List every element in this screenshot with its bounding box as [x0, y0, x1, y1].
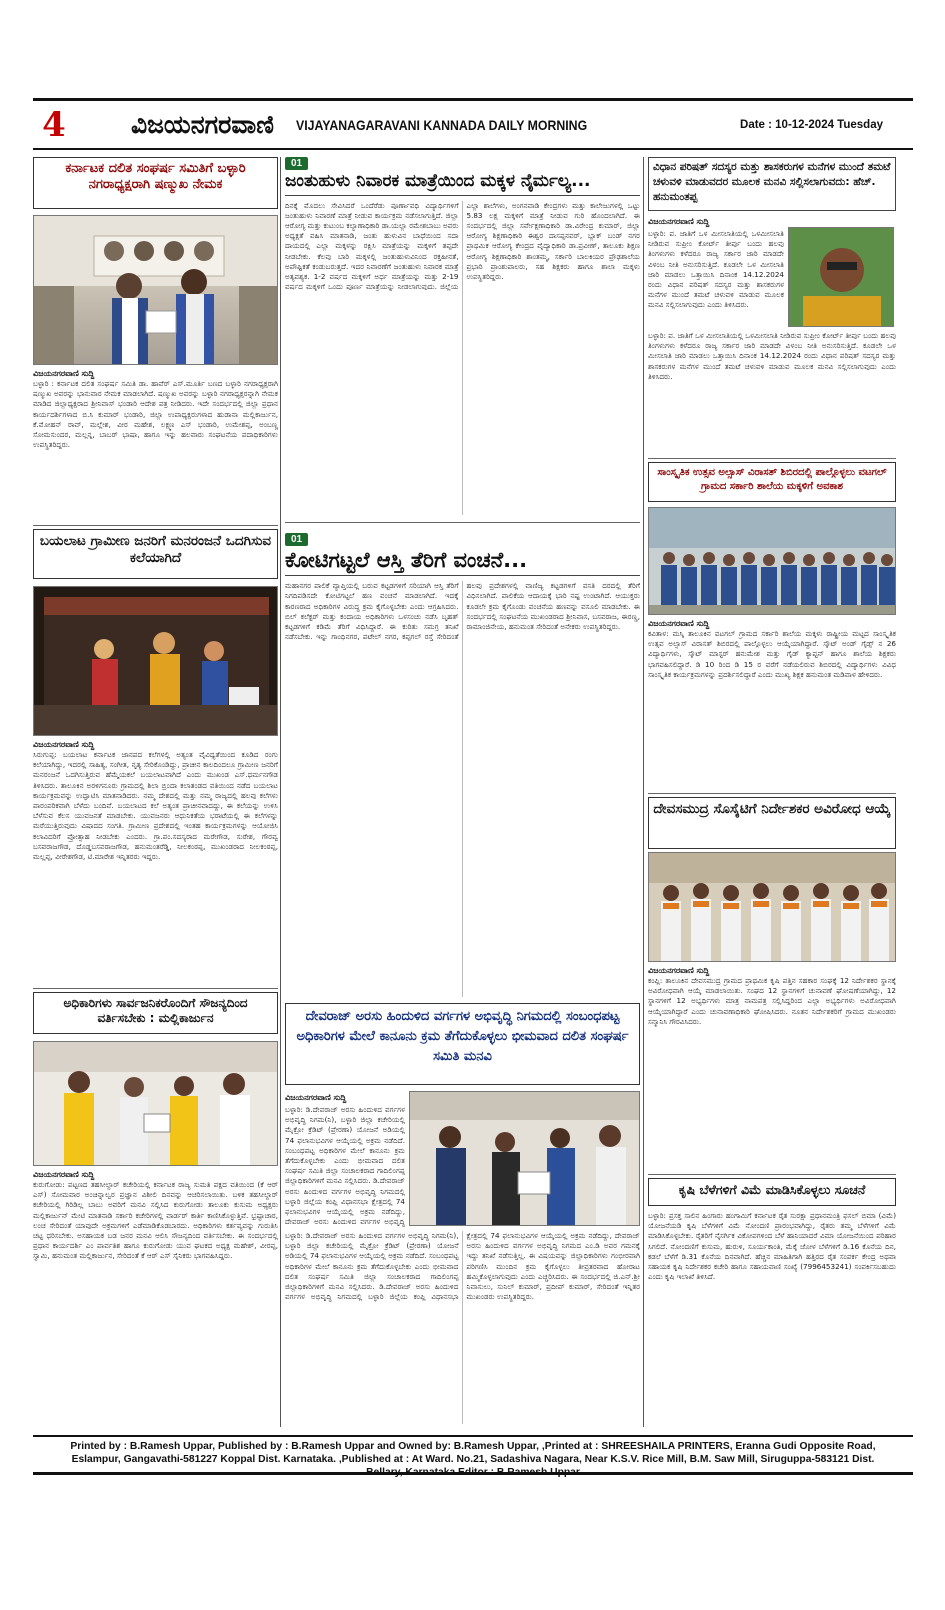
story-byline: ವಿಜಯನಗರವಾಣಿ ಸುದ್ದಿ	[648, 966, 710, 975]
story-byline: ವಿಜಯನಗರವಾಣಿ ಸುದ್ದಿ	[33, 369, 95, 378]
story-tamate-protest	[648, 157, 896, 453]
portrait-photo	[788, 227, 894, 327]
news-photo	[33, 1041, 278, 1166]
photo-memorandum	[34, 1042, 278, 1166]
photo-directors-group	[649, 853, 896, 962]
continuation-tag: 01	[285, 533, 308, 546]
print-line-3: Bellary, Karnataka Editor : B.Ramesh Uppar	[366, 1467, 580, 1478]
story-dalit-sangharsha	[33, 157, 278, 522]
news-photo	[648, 852, 896, 962]
story-headline: ಅಧಿಕಾರಿಗಳು ಸಾರ್ವಜನಿಕರೊಂದಿಗೆ ಸೌಜನ್ಯದಿಂದ ವರ್ತಿಸಬೇಕು : ಮಲ್ಲಿಕಾರ್ಜುನ	[33, 992, 278, 1034]
story-headline: ಕೋಟಿಗಟ್ಟಲೆ ಆಸ್ತಿ ತೆರಿಗೆ ವಂಚನೆ...	[285, 548, 640, 576]
page-number: 4	[37, 102, 71, 148]
story-byline: ವಿಜಯನಗರವಾಣಿ ಸುದ್ದಿ	[648, 217, 710, 226]
story-body: ಸಿರುಗುಪ್ಪ: ಬಯಲಾಟ ಕರ್ನಾಟಕ ಜಾನಪದ ಕಲೆಗಳಲ್ಲಿ ಅತ್ಯಂತ ವೈವಿಧ್ಯತೆಯಿಂದ ಕೂಡಿದ ರಂಗು ಕಲೆಯಾಗಿದ್ದು, ಇದರಲ್ಲಿ ಸಾಹಿತ್ಯ, ಸಂಗೀತ, ನೃತ್ಯ ಸೇರಿಕೊಂಡಿದ್ದು, ಪ್ರಾಚೀನ ಕಾಲದಿಂದಲೂ ಗ್ರಾಮೀಣ ಜನರಿಗೆ ಮನರಂಜನೆ ಒದಗಿಸುತ್ತಿರುವ ಹೆಮ್ಮೆಯಕಲೆ ಬಯಲಾಟವಾಗಿದೆ ಎಂದು ಮುಖಂಡ ಎಸ್.ಧರ್ಮನಗೌಡ ತಿಳಿಸಿದರು. ತಾಲೂಕಿನ ಅರಳಿಗನೂರು ಗ್ರಾಮದಲ್ಲಿ ಶಿಲಾ ಬ್ರಿಂದಾ ಕಲಾತಂಡದ ವತಿಯಿಂದ ನಡೆದ ಬಯಲಾಟ ಕಾರ್ಯಕ್ರಮವನ್ನು ಉದ್ಘಾಟಿಸಿ ಮಾತನಾಡಿದರು. ನಮ್ಮ ದೇಶದಲ್ಲಿ ಮತ್ತು ನಮ್ಮ ರಾಜ್ಯದಲ್ಲಿ ಹಲವು ಕಲೆಗಳು ಪಾರಂಪರಿಕವಾಗಿ ಬೆಳೆದು ಬಂದಿವೆ. ಬಯಲಾಟದ ಕಲೆ ಅತ್ಯಂತ ಪ್ರಾಚೀನವಾದದ್ದು, ಈ ಕಲೆಯನ್ನು ಉಳಿಸಿ ಬೆಳೆಸುವ ಕೆಲಸ ಯುವಜನತೆ ಮಾಡಬೇಕು. ಯುವಜನರು ಆಧುನಿಕತೆಯ ಭರಾಟೆಯಲ್ಲಿ ಈ ಕಲೆಗಳನ್ನು ಮರೆಯುತ್ತಿರುವುದು ವಿಷಾದದ ಸಂಗತಿ. ಗ್ರಾಮೀಣ ಪ್ರದೇಶದಲ್ಲಿ ಇಂತಹ ಕಾರ್ಯಕ್ರಮಗಳನ್ನು ಆಯೋಜಿಸಿ ಕಲಾವಿದರಿಗೆ ಪ್ರೋತ್ಸಾಹ ನೀಡಬೇಕು ಎಂದರು. ಗ್ರಾ.ಪಂ.ಸದಸ್ಯರಾದ ಮರೇಗೌಡ, ಸುರೇಶ, ಗೌರವ್ವ ಬಸವರಾಜಗೌಡ, ದೊಡ್ಡಬಸವರಾಜಗೌಡ, ಹನುಮಂತರೆಡ್ಡಿ, ನೀಲಕಂಠಪ್ಪ, ಮುಖಂಡರಾದ ನೀಲಕಂಠಪ್ಪ, ಮಲ್ಲಪ್ಪ, ವೀರೇಶಗೌಡ, ಟಿ.ಮಾರೇಶ ಇನ್ನಿತರರು ಇದ್ದರು.	[33, 750, 278, 862]
story-headline: ವಿಧಾನ ಪರಿಷತ್ ಸದಸ್ಯರ ಮತ್ತು ಶಾಸಕರುಗಳ ಮನೆಗಳ ಮುಂದೆ ತಮಟೆ ಚಳುವಳಿ ಮಾಡುವದರ ಮೂಲಕ ಮನವಿ ಸಲ್ಲಿಸಲಾಗುವದು: ಹೆಚ್. ಹನುಮಂತಪ್ಪ	[648, 157, 896, 211]
story-headline: ಕರ್ನಾಟಕ ದಲಿತ ಸಂಘರ್ಷ ಸಮಿತಿಗೆ ಬಳ್ಳಾರಿ ನಗರಾಧ್ಯಕ್ಷರಾಗಿ ಷಣ್ಮುಖ ನೇಮಕ	[33, 157, 278, 209]
portrait-hanumanthappa	[789, 228, 894, 327]
story-crop-insurance	[648, 1174, 896, 1428]
story-devraj-urs-corporation	[285, 1003, 640, 1428]
masthead	[33, 98, 913, 150]
story-body: ದಿನಕ್ಕೆ ಮೊದಲು ಸೇವಿಸಿದರೆ ಒಂದೆರೆಡು ಪೂರ್ಣಾವಧಿ ವಿದ್ಯಾರ್ಥಿಗಳಿಗೆ ಜಂತುಹುಳು ನಿವಾರಣೆ ಮಾತ್ರೆ ನೀಡುವ ಕಾರ್ಯಕ್ರಮ ನಡೆಸಲಾಗುತ್ತಿದೆ. ಜಿಲ್ಲಾ ಆರೋಗ್ಯ ಮತ್ತು ಕುಟುಂಬ ಕಲ್ಯಾಣಾಧಿಕಾರಿ ಡಾ.ಯಲ್ಲಾ ರಮೇಶಬಾಬು ಅವರು ಅಧ್ಯಕ್ಷತೆ ವಹಿಸಿ ಮಾತನಾಡಿ, ಜಂತು ಹುಳುವಿನ ಬಾಧೆಯಿಂದ ಸದಾ ದಾಯದಲ್ಲಿ ಎಲ್ಲಾ ಮಕ್ಕಳನ್ನು ರಕ್ಷಿಸಿ ಮಾತ್ರೆಯನ್ನು ಮಕ್ಕಳಿಗೆ ತಪ್ಪದೇ ನೀಡಬೇಕು. ಕೆಲವು ಬಾರಿ ಮಕ್ಕಳಲ್ಲಿ ಜಂತುಹುಳುವಿನಿಂದ ರಕ್ತಹೀನತೆ, ಅಪೌಷ್ಟಿಕತೆ ಕಂಡುಬರುತ್ತದೆ. ಇದರ ನಿವಾರಣೆಗೆ ಜಂತುಹುಳು ನಿವಾರಕ ಮಾತ್ರೆ ಅತ್ಯವಶ್ಯಕ. 1-2 ವರ್ಷದ ಮಕ್ಕಳಿಗೆ ಅರ್ಧ ಮಾತ್ರೆಯನ್ನು ಮತ್ತು 2-19 ವರ್ಷದ ಮಕ್ಕಳಿಗೆ ಒಂದು ಪೂರ್ಣ ಮಾತ್ರೆಯನ್ನು ನೀಡಲಾಗುವುದು. ಜಿಲ್ಲೆಯ ಎಲ್ಲಾ ಶಾಲೆಗಳು, ಅಂಗನವಾಡಿ ಕೇಂದ್ರಗಳು ಮತ್ತು ಕಾಲೇಜುಗಳಲ್ಲಿ ಒಟ್ಟು 5.83 ಲಕ್ಷ ಮಕ್ಕಳಿಗೆ ಮಾತ್ರೆ ನೀಡುವ ಗುರಿ ಹೊಂದಲಾಗಿದೆ. ಈ ಸಂದರ್ಭದಲ್ಲಿ ಜಿಲ್ಲಾ ಸರ್ವೇಕ್ಷಣಾಧಿಕಾರಿ ಡಾ.ವಿರೇಂದ್ರ ಕುಮಾರ್, ಜಿಲ್ಲಾ ಆರೋಗ್ಯ ಶಿಕ್ಷಣಾಧಿಕಾರಿ ಈಶ್ವರ ದಾಸಪ್ಪನವರ್, ಬ್ಲಾಕ್ ಬಂಡ್ ನಗರ ಪ್ರಾಥಮಿಕ ಆರೋಗ್ಯ ಕೇಂದ್ರದ ವೈದ್ಯಾಧಿಕಾರಿ ಡಾ.ಪ್ರವೀಣ್, ತಾಲೂಕು ಶಿಕ್ಷಣ ಆರೋಗ್ಯ ಶಿಕ್ಷಣಾಧಿಕಾರಿ ಶಾಂತಮ್ಮ, ಸರ್ಕಾರಿ ಬಾಲಕಿಯರ ಪ್ರೌಢಶಾಲೆಯ ಪ್ರಭಾರಿ ಪ್ರಾಂಶುಪಾಲರು, ಸಹ ಶಿಕ್ಷಕರು ಹಾಗೂ ಶಾಲಾ ಮಕ್ಕಳು ಉಪಸ್ಥಿತರಿದ್ದರು.	[285, 200, 640, 292]
photo-stage-performance	[34, 587, 278, 736]
story-headline: ದೇವರಾಜ್ ಅರಸು ಹಿಂದುಳಿದ ವರ್ಗಗಳ ಅಭಿವೃದ್ಧಿ ನಿಗಮದಲ್ಲಿ ಸಂಬಂಧಪಟ್ಟ ಅಧಿಕಾರಿಗಳ ಮೇಲೆ ಕಾನೂನು ಕ್ರಮ ತೆಗೆದುಕೊಳ್ಳಲು ಭೀಮವಾದ ದಲಿತ ಸಂಘರ್ಷ ಸಮಿತಿ ಮನವಿ	[285, 1003, 640, 1085]
news-photo	[648, 507, 896, 615]
photo-petition	[410, 1092, 640, 1226]
story-byline: ವಿಜಯನಗರವಾಣಿ ಸುದ್ದಿ	[33, 1170, 95, 1179]
story-headline: ಬಯಲಾಟ ಗ್ರಾಮೀಣ ಜನರಿಗೆ ಮನರಂಜನೆ ಒದಗಿಸುವ ಕಲೆಯಾಗಿದೆ	[33, 529, 278, 579]
newspaper-name-kannada: ವಿಜಯನಗರವಾಣಿ	[131, 109, 274, 139]
story-byline: ವಿಜಯನಗರವಾಣಿ ಸುದ್ದಿ	[33, 740, 95, 749]
print-line-2: Eslampur, Gangavathi-581227 Koppal Dist. Karnataka. ,Published at : At Ward. No.21, Sadashiva Nagara, Near K.S.V. Rice Mill, B.M. Saw Mill, Siruguppa-583121 Dist.	[71, 1454, 875, 1465]
issue-date: Date : 10-12-2024 Tuesday	[740, 118, 883, 131]
story-body: ಬಳ್ಳಾರಿ : ಕರ್ನಾಟಕ ದಲಿತ ಸಂಘರ್ಷ ಸಮಿತಿ ಡಾ. ಹಾವೆರ್ ಎಸ್.ಮೂರ್ತಿ ಬಣದ ಬಳ್ಳಾರಿ ನಗರಾಧ್ಯಕ್ಷರಾಗಿ ಷಣ್ಮುಖ ಅವರನ್ನು ಭಾನುವಾರ ನೇಮಕ ಮಾಡಲಾಗಿದೆ. ಷಣ್ಮುಖ ಅವರನ್ನು ಬಳ್ಳಾರಿ ನಗರಾಧ್ಯಕ್ಷರನ್ನಾಗಿ ನೇಮಕ ಮಾಡಿದ ಜಿಲ್ಲಾಧ್ಯಕ್ಷರಾದ ಶ್ರೀನಿವಾಸ್ ಭಂಡಾರಿ ಆದೇಶ ಪತ್ರ ನೀಡಿದರು. ಇದೇ ಸಂದರ್ಭದಲ್ಲಿ ಜಿಲ್ಲಾ ಪ್ರಧಾನ ಕಾರ್ಯದರ್ಶಿಗಳಾದ ಬಿ.ಸಿ ಕುಮಾರ್ ಭಂಡಾರಿ, ಜಿಲ್ಲಾ ಉಪಾಧ್ಯಕ್ಷರುಗಳಾದ ಹುಡಾನಾ ಮಲ್ಲಿಕಾರ್ಜುನ, ಕೆ.ಮೋಹನ್ ರಾವ್, ಮಲ್ಲೇಶ, ವೀರ ಮಹೇಶ, ಲಕ್ಷ್ಮಣ ಎಸ್ ಭಂಡಾರಿ, ಉಮೇಶಪ್ಪ, ಅಂಬಣ್ಣ ಸೋಮಸುಂದರ, ಮಲ್ಲನ್ನ, ಬಾಬರ್ ಭಾಷಾ, ಹಾಗೂ ಇನ್ನು ಹಲವಾರು ಸಂಘಟನೆಯ ಪದಾಧಿಕಾರಿಗಳು ಉಪಸ್ಥಿತರಿದ್ದರು.	[33, 379, 278, 450]
story-bayalata	[33, 525, 278, 983]
story-headline: ದೇವಸಮುದ್ರ ಸೊಸೈಟಿಗೆ ನಿರ್ದೇಶಕರ ಅವಿರೋಧ ಆಯ್ಕೆ	[648, 797, 896, 849]
story-body: ಬಳ್ಳಾರಿ: ಪ. ಜಾತಿಗೆ ಒಳ ಮೀಸಲಾತಿಯಲ್ಲಿ ಒಳಮೀಸಲಾತಿ ನೀಡಿರುವ ಸುಪ್ರೀಂ ಕೋರ್ಟ್ ತೀರ್ಪು ಬಂದು ಹಲವು ತಿಂಗಳುಗಳು ಕಳೆದರೂ ರಾಜ್ಯ ಸರ್ಕಾರ ಜಾರಿ ಮಾಡದೇ ವಿಳಂಬ ನೀತಿ ಅನುಸರಿಸುತ್ತಿದೆ. ಕೂಡಲೇ ಒಳ ಮೀಸಲಾತಿ ಜಾರಿ ಮಾಡಲು ಒತ್ತಾಯಿಸಿ ದಿನಾಂಕ 14.12.2024 ರಂದು ವಿಧಾನ ಪರಿಷತ್ ಸದಸ್ಯರ ಮತ್ತು ಶಾಸಕರುಗಳ ಮನೆಗಳ ಮುಂದೆ ತಮಟೆ ಚಳುವಳಿ ಮಾಡುವ ಮೂಲಕ ಮನವಿ ಸಲ್ಲಿಸಲಾಗುವುದು ಎಂದು ತಿಳಿಸಿದರು.	[648, 229, 784, 310]
story-byline: ವಿಜಯನಗರವಾಣಿ ಸುದ್ದಿ	[648, 619, 710, 628]
newspaper-name-english: VIJAYANAGARAVANI KANNADA DAILY MORNING	[295, 116, 588, 133]
story-devasamudra-society	[648, 793, 896, 1169]
story-body: ಮಹಾನಗರ ಪಾಲಿಕೆ ವ್ಯಾಪ್ತಿಯಲ್ಲಿ ಬರುವ ಕಟ್ಟಡಗಳಿಗೆ ಸರಿಯಾಗಿ ಆಸ್ತಿ ತೆರಿಗೆ ನಿಗದಿಪಡಿಸದೇ ಕೋಟಿಗಟ್ಟಲೆ ಹಣ ವಂಚನೆ ಮಾಡಲಾಗಿದೆ. ಇದಕ್ಕೆ ಕಾರಣರಾದ ಅಧಿಕಾರಿಗಳ ವಿರುದ್ಧ ಕ್ರಮ ಕೈಗೊಳ್ಳಬೇಕು ಎಂದು ಆಗ್ರಹಿಸಿದರು. ಬಿಲ್ ಕಲೆಕ್ಟರ್ ಮತ್ತು ಕಂದಾಯ ಅಧಿಕಾರಿಗಳು ಒಳಸಂಚು ನಡೆಸಿ ಬೃಹತ್ ಕಟ್ಟಡಗಳಿಗೆ ಕಡಿಮೆ ತೆರಿಗೆ ವಿಧಿಸಿದ್ದಾರೆ. ಈ ಕುರಿತು ಸಮಗ್ರ ತನಿಖೆ ನಡೆಸಬೇಕು. ಇನ್ನು ಗಾಂಧಿನಗರ, ಪಟೇಲ್ ನಗರ, ಕಪ್ಪಗಲ್ ರಸ್ತೆ ಸೇರಿದಂತೆ ಹಲವು ಪ್ರದೇಶಗಳಲ್ಲಿ ವಾಣಿಜ್ಯ ಕಟ್ಟಡಗಳಿಗೆ ವಸತಿ ದರದಲ್ಲಿ ತೆರಿಗೆ ವಿಧಿಸಲಾಗಿದೆ. ಪಾಲಿಕೆಯ ಆದಾಯಕ್ಕೆ ಭಾರಿ ನಷ್ಟ ಉಂಟಾಗಿದೆ. ಆಯುಕ್ತರು ಕೂಡಲೇ ಕ್ರಮ ಕೈಗೊಂಡು ವಂಚನೆಯ ಹಣವನ್ನು ವಸೂಲಿ ಮಾಡಬೇಕು. ಈ ಸಂದರ್ಭದಲ್ಲಿ ಸಂಘಟನೆಯ ಮುಖಂಡರಾದ ಶ್ರೀನಿವಾಸ, ಬಸವರಾಜ, ಈರಣ್ಣ, ರಾಮಾಂಜಿನೇಯ, ಹನುಮಂತ ಸೇರಿದಂತೆ ಅನೇಕರು ಉಪಸ್ಥಿತರಿದ್ದರು.	[285, 581, 640, 642]
photo-students-group	[649, 508, 896, 615]
story-body: ಕವಿತಾಳ: ಮಸ್ಕಿ ತಾಲೂಕಿನ ವಟಗಲ್ ಗ್ರಾಮದ ಸರ್ಕಾರಿ ಶಾಲೆಯ ಮಕ್ಕಳು ರಾಷ್ಟ್ರೀಯ ಮಟ್ಟದ ಸಾಂಸ್ಕೃತಿಕ ಉತ್ಸವ ಅಲ್ಸಾಸ್ ವಿರಾಸತ್ ಶಿಬಿರದಲ್ಲಿ ಪಾಲ್ಗೊಳ್ಳಲು ಆಯ್ಕೆಯಾಗಿದ್ದಾರೆ. ಸ್ಕೌಟ್ ಅಂಡ್ ಗೈಡ್ಸ್ ನ 26 ವಿದ್ಯಾರ್ಥಿಗಳು, ಸ್ಕೌಟ್ ಮಾಸ್ಟರ್ ಹನುಮೇಶ ಮತ್ತು ಗೈಡ್ ಕ್ಯಾಪ್ಟನ್ ಹಾಗೂ ಶಾಲೆಯ ಶಿಕ್ಷಕರು ಭಾಗವಹಿಸಲಿದ್ದಾರೆ. ಡಿ 10 ರಿಂದ ಡಿ 15 ರ ವರೆಗೆ ನಡೆಯಲಿರುವ ಶಿಬಿರದಲ್ಲಿ ವಿದ್ಯಾರ್ಥಿಗಳು ವಿವಿಧ ಸಾಂಸ್ಕೃತಿಕ ಕಾರ್ಯಕ್ರಮಗಳನ್ನು ಪ್ರದರ್ಶಿಸಲಿದ್ದಾರೆ ಎಂದು ಮುಖ್ಯ ಶಿಕ್ಷಕ ಹನುಮಂತ ಮಡಿವಾಳ ಹೇಳಿದರು.	[648, 629, 896, 679]
story-byline: ವಿಜಯನಗರವಾಣಿ ಸುದ್ದಿ	[285, 1093, 347, 1102]
continuation-tag: 01	[285, 157, 308, 170]
story-body: ಕಂಪ್ಲಿ: ತಾಲೂಕಿನ ದೇವಸಮುದ್ರ ಗ್ರಾಮದ ಪ್ರಾಥಮಿಕ ಕೃಷಿ ಪತ್ತಿನ ಸಹಕಾರ ಸಂಘಕ್ಕೆ 12 ನಿರ್ದೇಶಕರ ಸ್ಥಾನಕ್ಕೆ ಅವಿರೋಧವಾಗಿ ಆಯ್ಕೆ ಮಾಡಲಾಯಿತು. ಸಂಘದ 12 ಸ್ಥಾನಗಳಿಗೆ ಚುನಾವಣೆ ಘೋಷಣೆಯಾಗಿದ್ದು, 12 ಸ್ಥಾನಗಳಿಗೆ 12 ಅಭ್ಯರ್ಥಿಗಳು ಮಾತ್ರ ನಾಮಪತ್ರ ಸಲ್ಲಿಸಿದ್ದರಿಂದ ಎಲ್ಲಾ ಅಭ್ಯರ್ಥಿಗಳು ಅವಿರೋಧವಾಗಿ ಆಯ್ಕೆಯಾಗಿದ್ದಾರೆ ಎಂದು ಚುನಾವಣಾಧಿಕಾರಿ ಘೋಷಿಸಿದರು. ನೂತನ ನಿರ್ದೇಶಕರಿಗೆ ಗ್ರಾಮದ ಮುಖಂಡರು ಸನ್ಮಾನಿಸಿ ಗೌರವಿಸಿದರು.	[648, 976, 896, 1026]
column-divider	[643, 157, 644, 1427]
print-line-1: Printed by : B.Ramesh Uppar, Published by : B.Ramesh Uppar and Owned by: B.Ramesh Uppar, ,Printed at : SHREESHAILA PRINTERS, Eranna Gudi Opposite Road,	[70, 1441, 876, 1452]
story-body-continued: ಬಳ್ಳಾರಿ: ಪ. ಜಾತಿಗೆ ಒಳ ಮೀಸಲಾತಿಯಲ್ಲಿ ಒಳಮೀಸಲಾತಿ ನೀಡಿರುವ ಸುಪ್ರೀಂ ಕೋರ್ಟ್ ತೀರ್ಪು ಬಂದು ಹಲವು ತಿಂಗಳುಗಳು ಕಳೆದರೂ ರಾಜ್ಯ ಸರ್ಕಾರ ಜಾರಿ ಮಾಡದೇ ವಿಳಂಬ ನೀತಿ ಅನುಸರಿಸುತ್ತಿದೆ. ಕೂಡಲೇ ಒಳ ಮೀಸಲಾತಿ ಜಾರಿ ಮಾಡಲು ಒತ್ತಾಯಿಸಿ ದಿನಾಂಕ 14.12.2024 ರಂದು ವಿಧಾನ ಪರಿಷತ್ ಸದಸ್ಯರ ಮತ್ತು ಶಾಸಕರುಗಳ ಮನೆಗಳ ಮುಂದೆ ತಮಟೆ ಚಳುವಳಿ ಮಾಡುವ ಮೂಲಕ ಮನವಿ ಸಲ್ಲಿಸಲಾಗುವುದು ಎಂದು ತಿಳಿಸಿದರು.	[648, 331, 896, 381]
news-photo	[33, 586, 278, 736]
story-body: ಕುರುಗೋಡು: ಪಟ್ಟಣದ ತಹಸೀಲ್ದಾರ್ ಕಚೇರಿಯಲ್ಲಿ ಕರ್ನಾಟಕ ರಾಜ್ಯ ಸುಮತಿ ಪಕ್ಷದ ವತಿಯಿಂದ (ಕೆ ಆರ್ ಎಸ್) ಸೋಮವಾರ ಅಂಚಿನ್ನಾಲ್ವರ ಪ್ರಜ್ಞಾನ ವಿಶೀಲಿ ದಿನವನ್ನು ಆಚರಿಸಲಾಯಿತು. ಬಳಿಕ ತಹಸೀಲ್ದಾರ್ ಕಚೇರಿಯಲ್ಲಿ ಗಿರಿಡಿಲ್ಲ ಬಾಬು ಅವರಿಗೆ ಮನವಿ ಸಲ್ಲಿಸಿದ ಕುರುಗೋಡು ತಾಲೂಕು ಕುಸುಮ ಅಧ್ಯಕ್ಷರು ಮಲ್ಲಿಕಾರ್ಜುನ್ ಮೇಟಿ ಮಾತನಾಡಿ ಸರ್ಕಾರಿ ಕಚೇರಿಗಳಲ್ಲಿ ವಾರ್ಡರ್ ಕಾರ್ತಿ ಕಾಣಿಸಿಕೊಳ್ಳುತ್ತಿವೆ. ಭ್ರಷ್ಟಾಚಾರ, ಲಂಚ ಸೇರಿದಂತೆ ಯಾವುದೇ ಅಕ್ರಮಗಳಿಗೆ ಎಡೆಮಾಡಿಕೊಡಬಾರದು. ಅಧಿಕಾರಿಗಳು ಕರ್ತವ್ಯವನ್ನು ಗುರುತಿಸಿ ಚಟ್ಟ ಧರಿಸಬೇಕು. ಅಸಹಾಯಕ ಬಡ ಜನರ ಮನವಿ ಆಲಿಸಿ ಸೌಜನ್ಯದಿಂದ ವರ್ತಿಸಬೇಕು. ಈ ಸಂದರ್ಭದಲ್ಲಿ ಪ್ರಧಾನ ಕಾರ್ಯದರ್ಶಿ ಎಂ ಪಾರ್ವತಿಶ ಹಾಗೂ ಕುರುಗೋಡು ಯುವ ಘಟಕದ ಅಧ್ಯಕ್ಷ ಮಹೇಶ್, ವೀರಪ್ಪ, ಸ್ವಾಮಿ, ಹನುಮಂತ ಮಲ್ಲಿಕಾರ್ಜುನ, ಸೇರಿದಂತೆ ಕೆ ಆರ್ ಎಸ್ ಸೈನಿಕರು ಭಾಗವಹಿಸಿದ್ದರು.	[33, 1180, 278, 1261]
news-photo	[33, 215, 278, 365]
print-line	[33, 1435, 913, 1478]
story-body: ಬಳ್ಳಾರಿ: ಪ್ರಸಕ್ತ ಸಾಲಿನ ಹಿಂಗಾರು ಹಂಗಾಮಿಗೆ ಕರ್ನಾಟಕ ರೈತ ಸುರಕ್ಷಾ ಪ್ರಧಾನಮಂತ್ರಿ ಫಸಲ್ ಬಿಮಾ (ವಿಮೆ) ಯೋಜನೆಯಡಿ ಕೃಷಿ ಬೆಳೆಗಳಿಗೆ ವಿಮೆ ನೋಂದಣಿ ಪ್ರಾರಂಭವಾಗಿದ್ದು, ರೈತರು ತಮ್ಮ ಬೆಳೆಗಳಿಗೆ ವಿಮೆ ಮಾಡಿಸಿಕೊಳ್ಳಬೇಕು. ರೈತರಿಗೆ ನೈಸರ್ಗಿಕ ವಿಕೋಪಗಳಿಂದ ಬೆಳೆ ಹಾನಿಯಾದರೆ ವಿಮಾ ಯೋಜನೆಯಿಂದ ಪರಿಹಾರ ಸಿಗಲಿದೆ. ನೋಂದಣಿಗೆ ಕುಸುಮ, ಹುರುಳಿ, ಸೂರ್ಯಕಾಂತಿ, ಮೆಕ್ಕೆ ಜೋಳ ಬೆಳೆಗಳಿಗೆ ಡಿ.16 ಕೊನೆಯ ದಿನ, ಕಡಲೆ ಬೆಳೆಗೆ ಡಿ.31 ಕೊನೆಯ ದಿನವಾಗಿದೆ. ಹೆಚ್ಚಿನ ಮಾಹಿತಿಗಾಗಿ ಹತ್ತಿರದ ರೈತ ಸಂಪರ್ಕ ಕೇಂದ್ರ ಅಥವಾ ಸಹಾಯಕ ಕೃಷಿ ನಿರ್ದೇಶಕರ ಕಚೇರಿ ಹಾಗೂ ಸಹಾಯವಾಣಿ ಸಂಖ್ಯೆ (7996453241) ಸಂಪರ್ಕಿಸಬಹುದು ಎಂದು ಕೃಷಿ ಇಲಾಖೆ ತಿಳಿಸಿದೆ.	[648, 1211, 896, 1282]
story-body: ಬಳ್ಳಾರಿ: ಡಿ.ದೇವರಾಜ್ ಅರಸು ಹಿಂದುಳಿದ ವರ್ಗಗಳ ಅಭಿವೃದ್ಧಿ ನಿಗಮ(ನಿ), ಬಳ್ಳಾರಿ ಜಿಲ್ಲಾ ಕಚೇರಿಯಲ್ಲಿ ಮೈಕ್ರೋ ಕ್ರೆಡಿಟ್ (ಪ್ರೇರಣಾ) ಯೋಜನೆ ಅಡಿಯಲ್ಲಿ 74 ಫಲಾನುಭವಿಗಳ ಆಯ್ಕೆಯಲ್ಲಿ ಅಕ್ರಮ ನಡೆದಿದೆ. ಸಂಬಂಧಪಟ್ಟ ಅಧಿಕಾರಿಗಳ ಮೇಲೆ ಕಾನೂನು ಕ್ರಮ ತೆಗೆದುಕೊಳ್ಳಬೇಕು ಎಂದು ಭೀಮವಾದ ದಲಿತ ಸಂಘರ್ಷ ಸಮಿತಿ ಜಿಲ್ಲಾ ಸಂಚಾಲಕರಾದ ಗಾದಿಲಿಂಗಪ್ಪ ಜಿಲ್ಲಾಧಿಕಾರಿಗಳಿಗೆ ಮನವಿ ಸಲ್ಲಿಸಿದರು. ಡಿ.ದೇವರಾಜ್ ಅರಸು ಹಿಂದುಳಿದ ವರ್ಗಗಳ ಅಭಿವೃದ್ಧಿ ನಿಗಮದಲ್ಲಿ ಬಳ್ಳಾರಿ ಜಿಲ್ಲೆಯ ಕಂಪ್ಲಿ ವಿಧಾನಸಭಾ ಕ್ಷೇತ್ರದಲ್ಲಿ 74 ಫಲಾನುಭವಿಗಳ ಆಯ್ಕೆಯಲ್ಲಿ ಅಕ್ರಮ ನಡೆದಿದ್ದು, ದೇವರಾಜ್ ಅರಸು ಹಿಂದುಳಿದ ವರ್ಗಗಳ ಅಭಿವೃದ್ಧಿ	[285, 1105, 405, 1227]
column-divider	[280, 157, 281, 1427]
story-headline: ಕೃಷಿ ಬೆಳೆಗಳಿಗೆ ವಿಮೆ ಮಾಡಿಸಿಕೊಳ್ಳಲು ಸೂಚನೆ	[648, 1178, 896, 1206]
news-photo	[409, 1091, 640, 1226]
story-headline: ಸಾಂಸ್ಕೃತಿಕ ಉತ್ಸವ ಅಲ್ಸಾಸ್ ವಿರಾಸತ್ ಶಿಬಿರದಲ್ಲಿ ಪಾಲ್ಗೊಳ್ಳಲು ವಟಗಲ್ ಗ್ರಾಮದ ಸರ್ಕಾರಿ ಶಾಲೆಯ ಮಕ್ಕಳಿಗೆ ಅವಕಾಶ	[648, 462, 896, 502]
photo-felicitation	[34, 216, 278, 365]
story-cultural-fest	[648, 458, 896, 788]
story-headline: ಜಂತುಹುಳು ನಿವಾರಕ ಮಾತ್ರೆಯಿಂದ ಮಕ್ಕಳ ನೈರ್ಮಲ್ಯ...	[285, 172, 640, 196]
story-property-tax-fraud	[285, 522, 640, 997]
story-deworming	[285, 157, 640, 515]
story-officials-courtesy	[33, 988, 278, 1428]
story-body-continued: ಬಳ್ಳಾರಿ: ಡಿ.ದೇವರಾಜ್ ಅರಸು ಹಿಂದುಳಿದ ವರ್ಗಗಳ ಅಭಿವೃದ್ಧಿ ನಿಗಮ(ನಿ), ಬಳ್ಳಾರಿ ಜಿಲ್ಲಾ ಕಚೇರಿಯಲ್ಲಿ ಮೈಕ್ರೋ ಕ್ರೆಡಿಟ್ (ಪ್ರೇರಣಾ) ಯೋಜನೆ ಅಡಿಯಲ್ಲಿ 74 ಫಲಾನುಭವಿಗಳ ಆಯ್ಕೆಯಲ್ಲಿ ಅಕ್ರಮ ನಡೆದಿದೆ. ಸಂಬಂಧಪಟ್ಟ ಅಧಿಕಾರಿಗಳ ಮೇಲೆ ಕಾನೂನು ಕ್ರಮ ತೆಗೆದುಕೊಳ್ಳಬೇಕು ಎಂದು ಭೀಮವಾದ ದಲಿತ ಸಂಘರ್ಷ ಸಮಿತಿ ಜಿಲ್ಲಾ ಸಂಚಾಲಕರಾದ ಗಾದಿಲಿಂಗಪ್ಪ ಜಿಲ್ಲಾಧಿಕಾರಿಗಳಿಗೆ ಮನವಿ ಸಲ್ಲಿಸಿದರು. ಡಿ.ದೇವರಾಜ್ ಅರಸು ಹಿಂದುಳಿದ ವರ್ಗಗಳ ಅಭಿವೃದ್ಧಿ ನಿಗಮದಲ್ಲಿ ಬಳ್ಳಾರಿ ಜಿಲ್ಲೆಯ ಕಂಪ್ಲಿ ವಿಧಾನಸಭಾ ಕ್ಷೇತ್ರದಲ್ಲಿ 74 ಫಲಾನುಭವಿಗಳ ಆಯ್ಕೆಯಲ್ಲಿ ಅಕ್ರಮ ನಡೆದಿದ್ದು, ದೇವರಾಜ್ ಅರಸು ಹಿಂದುಳಿದ ವರ್ಗಗಳ ಅಭಿವೃದ್ಧಿ ನಿಗಮದ ಎಂ.ಡಿ ಅವರ ಗಮನಕ್ಕೆ ಇದ್ದು ತನಿಖೆ ನಡೆಸುತ್ತಿಲ್ಲ. ಈ ವಿಷಯವನ್ನು ಜಿಲ್ಲಾಧಿಕಾರಿಗಳು ಗಂಭೀರವಾಗಿ ಪರಿಗಣಿಸಿ ಮುಂದಿನ ಕ್ರಮ ಕೈಗೊಳ್ಳಲು ತೀವ್ರತರವಾದ ಹೋರಾಟ ಹಮ್ಮಿಕೊಳ್ಳಲಾಗುವುದು ಎಂದು ಎಚ್ಚರಿಸಿದರು. ಈ ಸಂದರ್ಭದಲ್ಲಿ ಜಿ.ಎನ್.ಶ್ರೀ ನಿವಾಸುಲು, ಸುನಿಲ್ ಕುಮಾರ್, ಪ್ರದೀಪ್ ಕುಮಾರ್, ಸೇರಿದಂತೆ ಇನ್ನಿತರ ಮುಖಂಡರು ಉಪಸ್ಥಿತರಿದ್ದರು.	[285, 1231, 640, 1302]
